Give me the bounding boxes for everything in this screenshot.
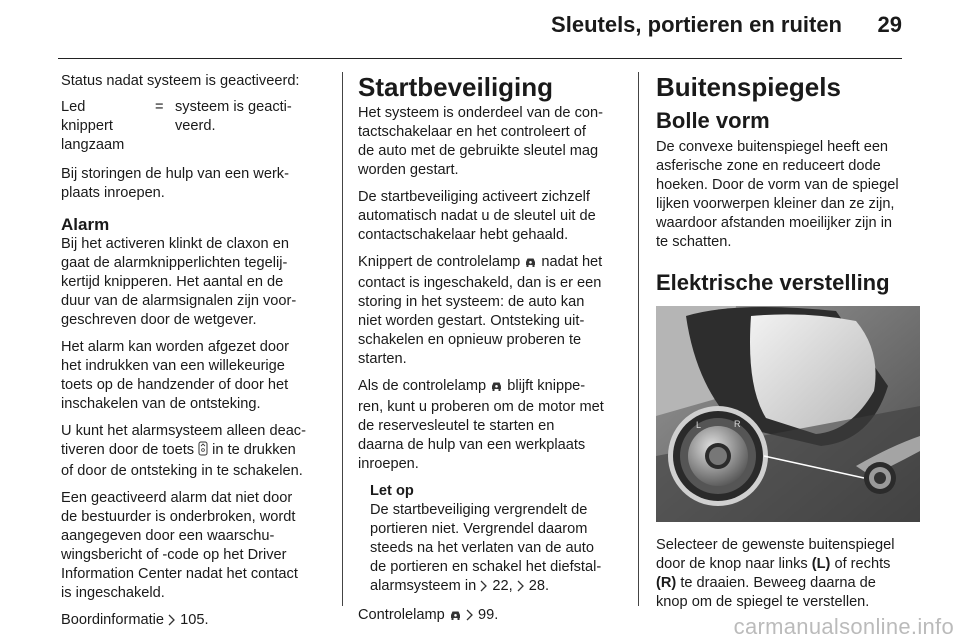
- status-intro: Status nadat systeem is geactiveerd:: [61, 73, 300, 89]
- column-2: [358, 72, 622, 635]
- boordinformatie-line: [61, 611, 329, 632]
- lamp-text: Controlelamp: [358, 607, 449, 623]
- note-ref-1: 22,: [488, 578, 517, 594]
- label-l: (L): [811, 556, 831, 572]
- bolle-vorm-paragraph: De convexe buitenspiegel heeft een asferische zone en reduceert dode hoeken. Door de vorm van de spiegel lijken voorwerpen kleiner dan ze zijn, waardoor afstanden moeilijker zijn in te schatten.: [656, 139, 899, 250]
- alarm-paragraph-4: Een geactiveerd alarm dat niet door de bestuurder is onderbroken, wordt aangegeven door een waarschu- wingsbericht of -code op het Driver Information Center nadat het contact is ingeschakeld.: [61, 490, 298, 601]
- definition-term: Led knippert langzaam: [61, 99, 125, 153]
- alarm-paragraph-2: Het alarm kan worden afgezet door het indrukken van een willekeurige toets op de handzender of door het inschakelen van de ontsteking.: [61, 339, 289, 412]
- knob-label-r: R: [734, 419, 741, 429]
- elektrische-verstelling-heading: Elektrische verstelling: [656, 270, 890, 295]
- start-paragraph-1: Het systeem is onderdeel van de con- tactschakelaar en het controleert of de auto met de gebruikte sleutel mag worden gestart.: [358, 105, 603, 178]
- page-number: 29: [877, 12, 902, 37]
- start-paragraph-2: De startbeveiliging activeert zichzelf automatisch nadat u de sleutel uit de contactschakelaar hebt gehaald.: [358, 189, 596, 243]
- knob-label-l: L: [696, 420, 702, 430]
- note-ref-2: 28.: [524, 578, 550, 594]
- start-paragraph-3: [358, 253, 622, 369]
- start-paragraph-4: [358, 377, 622, 474]
- column-divider-2: [638, 72, 639, 606]
- bolle-vorm-heading: Bolle vorm: [656, 108, 770, 133]
- alarm-p3-start: U kunt het alarmsysteem alleen deac- tiveren door de toets: [61, 423, 306, 458]
- column-1: [61, 72, 329, 640]
- verstelling-paragraph: [656, 536, 922, 612]
- boord-text: Boordinformatie: [61, 612, 169, 628]
- controlelamp-line: [358, 606, 622, 627]
- header-title: Sleutels, portieren en ruiten: [551, 12, 842, 37]
- definition-table: [61, 98, 329, 155]
- alarm-paragraph-1: Bij het activeren klinkt de claxon en gaat de alarmknipperlichten tegelij- kertijd knipperen. Het aantal en de duur van de alarmsignalen zijn voor- geschreven door de wetgever.: [61, 236, 297, 328]
- verstelling-start: Selecteer de gewenste buitenspiegel door de knop naar links: [656, 537, 895, 572]
- watermark: carmanualsonline.info: [733, 614, 954, 639]
- verstelling-mid: of rechts: [834, 556, 891, 572]
- reference-arrow-icon: [466, 608, 474, 627]
- reference-arrow-icon: [517, 579, 525, 598]
- alarm-paragraph-3: [61, 422, 329, 481]
- column-3: [656, 72, 922, 620]
- note-text: [370, 501, 622, 598]
- definition-value: systeem is geacti- veerd.: [175, 99, 292, 134]
- column-divider-1: [342, 72, 343, 606]
- start-p3-start: Knippert de controlelamp: [358, 254, 525, 270]
- storing-text: Bij storingen de hulp van een werk- plaats inroepen.: [61, 166, 289, 201]
- lamp-ref: 99.: [473, 607, 499, 623]
- mirror-control-photo: [656, 306, 920, 522]
- car-key-lamp-icon: [524, 255, 537, 274]
- alarm-p3-end: in te drukken of door de ontsteking in te schakelen.: [61, 442, 303, 479]
- car-key-lamp-icon: [490, 379, 503, 398]
- boord-ref: 105.: [176, 612, 209, 628]
- alarm-heading: Alarm: [61, 215, 110, 234]
- car-key-lamp-icon: [449, 608, 462, 627]
- buitenspiegels-heading: Buitenspiegels: [656, 72, 841, 102]
- note-box: [370, 482, 622, 598]
- note-text-start: De startbeveiliging vergrendelt de portieren niet. Vergrendel daarom steeds na het verlaten van de auto de portieren en schakel het diefstal- alarmsysteem in: [370, 502, 602, 594]
- start-p3-end: nadat het contact is ingeschakeld, dan is er een storing in het systeem: de auto kan niet worden gestart. Ontsteking uit- schakelen en opnieuw proberen te starten.: [358, 254, 603, 367]
- label-r: (R): [656, 575, 677, 591]
- note-title: Let op: [370, 483, 414, 499]
- start-p4-end: blijft knippe- ren, kunt u proberen om de motor met de reservesleutel te starten en daarna de hulp van een werkplaats inroepen.: [358, 378, 604, 472]
- start-p4-start: Als de controlelamp: [358, 378, 491, 394]
- verstelling-end: te draaien. Beweeg daarna de knop om de spiegel te verstellen.: [656, 575, 876, 610]
- definition-equals: =: [155, 99, 164, 115]
- reference-arrow-icon: [168, 613, 176, 632]
- remote-key-icon: [198, 441, 208, 462]
- header-rule: [58, 58, 902, 59]
- startbeveiliging-heading: Startbeveiliging: [358, 72, 554, 102]
